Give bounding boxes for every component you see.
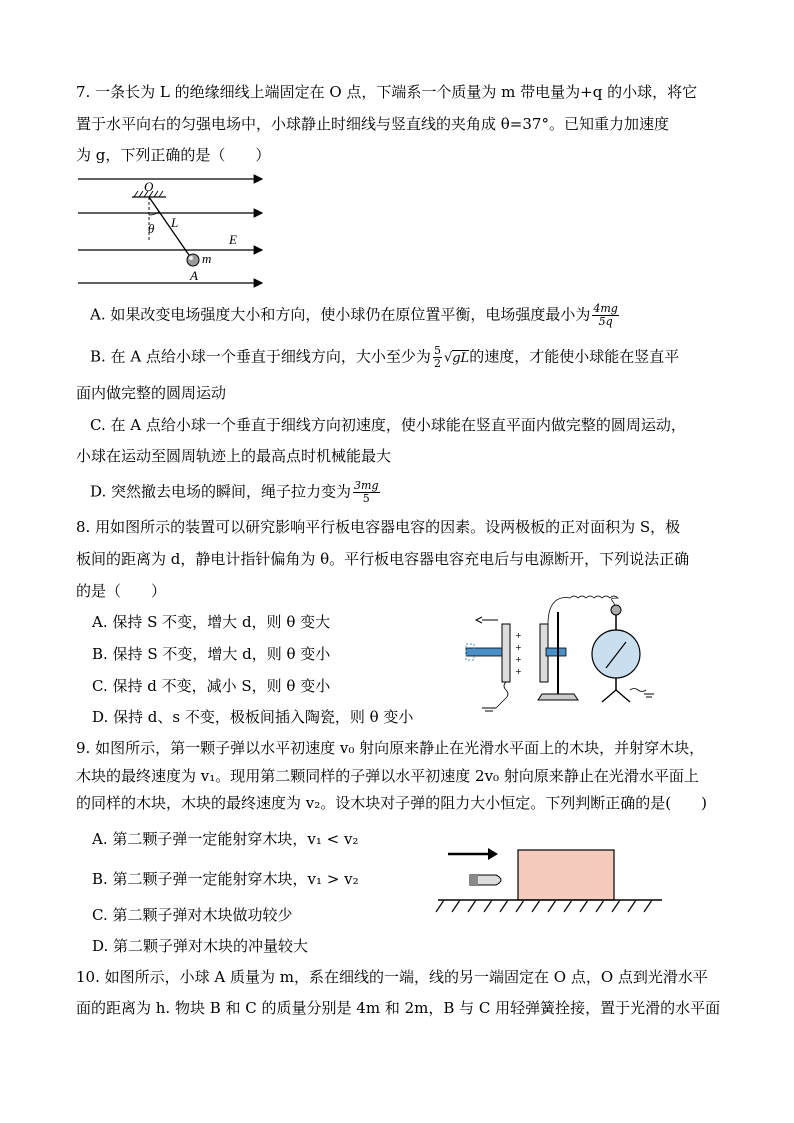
svg-text:+: + <box>515 655 522 664</box>
label-L: L <box>171 215 179 230</box>
q7-stem-line3: 为 g，下列正确的是（ ） <box>76 146 271 164</box>
label-A: A <box>190 268 198 283</box>
label-theta: θ <box>148 221 155 236</box>
movable-plate <box>502 624 510 682</box>
q10-stem-line2: 面的距离为 h. 物块 B 和 C 的质量分别是 4m 和 2m，B 与 C 用轻弹簧拴接，置于光滑的水平面 <box>76 999 721 1017</box>
wooden-block <box>518 850 614 900</box>
label-m: m <box>202 251 212 266</box>
q7-option-c-line1: C. 在 A 点给小球一个垂直于细线方向初速度，使小球能在竖直平面内做完整的圆周运动， <box>90 416 686 434</box>
svg-text:+: + <box>515 631 522 640</box>
svg-text:+: + <box>515 643 522 652</box>
electroscope-knob <box>611 605 621 615</box>
q8-stem-line1: 8. 用如图所示的装置可以研究影响平行板电容器电容的因素。设两极板的正对面积为 S，极 <box>76 518 681 536</box>
q7-option-b-line2: 面内做完整的圆周运动 <box>76 384 227 402</box>
label-E: E <box>229 232 237 247</box>
floor-hatch <box>436 900 652 912</box>
q7-option-a-fraction: $\frac{4mg}{5q}$ <box>593 302 618 328</box>
q7-option-d: D. 突然撤去电场的瞬间，绳子拉力变为 $\frac{3mg}{5}$ <box>90 479 379 505</box>
q9-option-d: D. 第二颗子弹对木块的冲量较大 <box>92 937 309 955</box>
q8-stem-line3: 的是（ ） <box>76 582 167 600</box>
q7-pendulum-figure <box>76 170 271 290</box>
svg-text:+: + <box>515 667 522 676</box>
q7-option-d-fraction: $\frac{3mg}{5}$ <box>354 479 379 505</box>
q8-option-b: B. 保持 S 不变，增大 d，则 θ 变小 <box>92 645 331 663</box>
plate-handle <box>466 648 502 656</box>
q7-option-b-fraction: $\frac{5}{2}$ <box>433 344 441 370</box>
q8-stem-line2: 板间的距离为 d，静电计指针偏角为 θ。平行板电容器电容充电后与电源断开，下列说法正确 <box>76 550 690 568</box>
ground-wire-left <box>496 682 508 708</box>
q7-stem-line1: 7. 一条长为 L 的绝缘细线上端固定在 O 点，下端系一个质量为 m 带电量为+q 的小球，将它 <box>76 83 698 101</box>
q9-option-b: B. 第二颗子弹一定能射穿木块，v₁ > v₂ <box>92 870 359 888</box>
q9-option-c: C. 第二颗子弹对木块做功较少 <box>92 906 293 924</box>
ground-wire-right <box>630 689 646 692</box>
q8-option-c: C. 保持 d 不变，减小 S，则 θ 变小 <box>92 677 331 695</box>
plus-signs <box>515 631 522 676</box>
q9-stem-line1: 9. 如图所示，第一颗子弹以水平初速度 v₀ 射向原来静止在光滑水平面上的木块，并射穿木块， <box>76 739 705 757</box>
label-O: O <box>144 179 154 194</box>
q7-stem-line2: 置于水平向右的匀强电场中，小球静止时细线与竖直线的夹角成 θ=37°。已知重力加速度 <box>76 115 669 133</box>
stand-base <box>538 694 578 700</box>
electroscope-base <box>602 690 630 702</box>
q7-option-c-line2: 小球在运动至圆周轨迹上的最高点时机械能最大 <box>76 447 392 465</box>
ball <box>187 254 199 266</box>
q8-option-a: A. 保持 S 不变，增大 d，则 θ 变大 <box>92 613 331 631</box>
q8-capacitor-figure <box>460 590 660 720</box>
q9-bullet-block-figure <box>430 842 670 918</box>
q7-option-b: B. 在 A 点给小球一个垂直于细线方向，大小至少为 $\frac{5}{2}$ √gL的速度，才能使小球能在竖直平 <box>90 344 680 370</box>
q8-option-d: D. 保持 d、s 不变，极板间插入陶瓷，则 θ 变小 <box>92 708 414 726</box>
string <box>149 197 191 258</box>
electroscope-sphere <box>592 630 640 678</box>
q9-stem-line2: 木块的最终速度为 v₁。现用第二颗同样的子弹以水平初速度 2v₀ 射向原来静止在光滑水平面上 <box>76 767 699 785</box>
q10-stem-line1: 10. 如图所示，小球 A 质量为 m，系在细线的一端，线的另一端固定在 O 点，O 点到光滑水平 <box>76 968 708 986</box>
q9-stem-line3: 的同样的木块，木块的最终速度为 v₂。设木块对子弹的阻力大小恒定。下列判断正确的是( ) <box>76 794 707 812</box>
q7-option-a: A. 如果改变电场强度大小和方向，使小球仍在原位置平衡，电场强度最小为 $\frac{4mg}{5q}$ <box>90 302 618 328</box>
q7-option-b-sqrt: √gL <box>443 350 470 366</box>
q9-option-a: A. 第二颗子弹一定能射穿木块，v₁ < v₂ <box>92 830 359 848</box>
